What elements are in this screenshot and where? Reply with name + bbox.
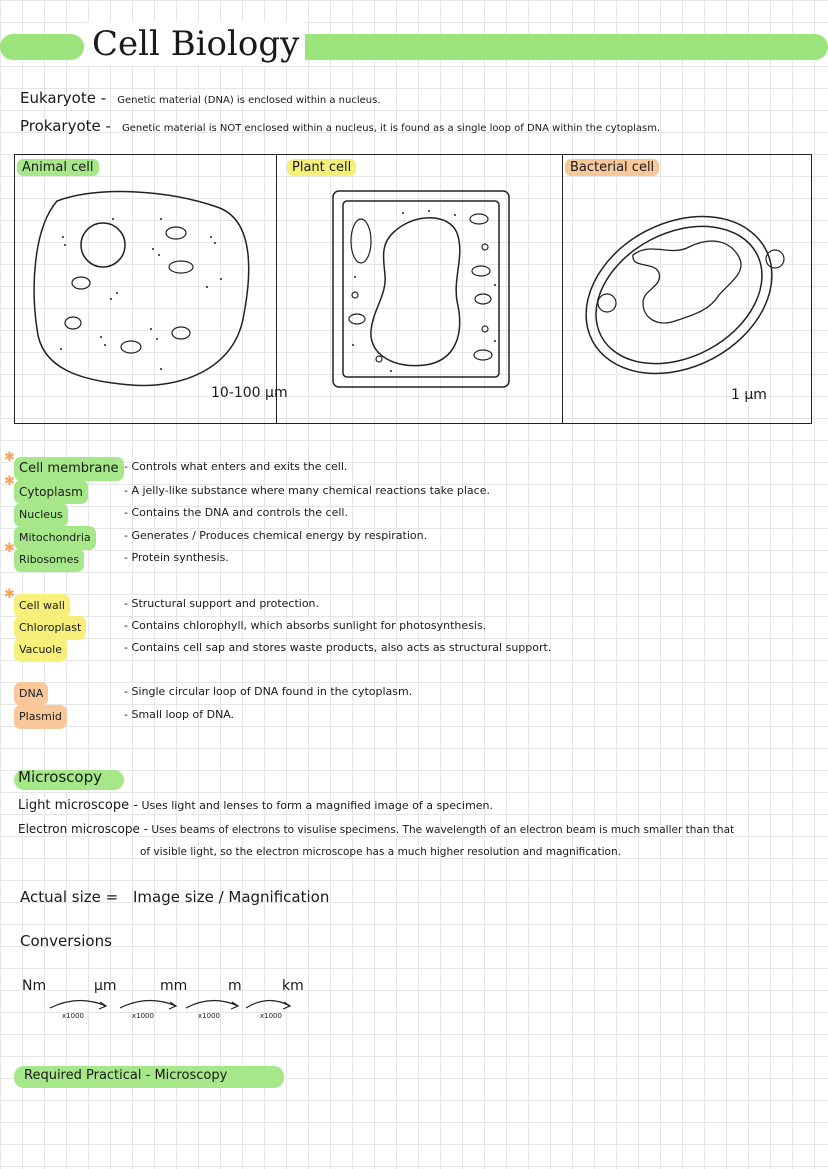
- organelle-desc: - Controls what enters and exits the cell.: [124, 460, 348, 473]
- organelle-desc: - Small loop of DNA.: [124, 708, 235, 721]
- organelle-desc: - A jelly-like substance where many chemical reactions take place.: [124, 484, 490, 497]
- organelle-name-row: [14, 637, 67, 659]
- animal-cell-panel: [14, 154, 276, 424]
- required-practical: Required Practical - Microscopy: [24, 1068, 228, 1083]
- organelle-desc: - Single circular loop of DNA found in the cytoplasm.: [124, 685, 413, 698]
- conversion-factor: x1000: [260, 1012, 282, 1020]
- conversion-factor: x1000: [198, 1012, 220, 1020]
- light-microscope-text: Uses light and lenses to form a magnified image of a specimen.: [141, 799, 494, 812]
- definition-eukaryote: [20, 88, 381, 107]
- organelle-name: Cell wall: [14, 594, 70, 618]
- bacterial-cell-diagram: [569, 191, 805, 401]
- bacterial-cell-label: Bacterial cell: [565, 159, 659, 176]
- organelle-desc: - Generates / Produces chemical energy by respiration.: [124, 529, 428, 542]
- organelle-desc: - Contains the DNA and controls the cell.: [124, 506, 348, 519]
- electron-microscope-text-2: of visible light, so the electron microscope has a much higher resolution and magnification.: [140, 846, 621, 858]
- animal-cell-label: Animal cell: [17, 159, 99, 176]
- page-title: Cell Biology: [86, 22, 305, 66]
- bacterial-scale: 1 µm: [731, 387, 767, 403]
- unit-label: µm: [94, 978, 117, 994]
- unit-label: m: [228, 978, 242, 994]
- organelle-name-row: [14, 704, 67, 726]
- electron-microscope-line: [18, 822, 734, 836]
- definition-term: Eukaryote -: [20, 89, 107, 107]
- unit-label: mm: [160, 978, 188, 994]
- plant-cell-panel: [211, 154, 562, 424]
- animal-cell-diagram: [21, 179, 271, 399]
- organelle-name: Mitochondria: [14, 526, 96, 550]
- electron-microscope-text: Uses beams of electrons to visulise specimens. The wavelength of an electron beam is much smaller than that: [151, 824, 735, 836]
- organelle-name-row: [14, 681, 48, 703]
- formula-right: Image size / Magnification: [132, 888, 330, 906]
- unit-label: km: [282, 978, 304, 994]
- definition-term: Prokaryote -: [20, 117, 111, 135]
- organelle-name-row: [14, 547, 84, 569]
- organelle-desc: - Structural support and protection.: [124, 597, 320, 610]
- organelle-name-row: [14, 593, 70, 615]
- organelle-name: Nucleus: [14, 503, 68, 527]
- organelle-name: Vacuole: [14, 638, 67, 662]
- definition-text: Genetic material (DNA) is enclosed within a nucleus.: [117, 95, 381, 106]
- organelle-name: Cell membrane: [14, 457, 124, 481]
- star-icon: ✱: [4, 587, 15, 602]
- organelle-name: Chloroplast: [14, 616, 86, 640]
- organelle-name: Ribosomes: [14, 548, 84, 572]
- banner-left: [0, 34, 84, 60]
- electron-microscope-term: Electron microscope -: [18, 822, 149, 836]
- formula-line: [20, 888, 329, 906]
- banner-right: [262, 34, 828, 60]
- light-microscope-line: [18, 798, 493, 813]
- plant-cell-diagram: [325, 185, 525, 395]
- unit-label: Nm: [22, 978, 47, 994]
- organelle-name-row: [14, 480, 88, 502]
- conversion-factor: x1000: [62, 1012, 84, 1020]
- organelle-name-row: [14, 456, 124, 478]
- organelle-name: Cytoplasm: [14, 480, 88, 504]
- bacterial-cell-panel: [562, 154, 812, 424]
- eukaryote-scale: 10-100 µm: [211, 385, 288, 401]
- organelle-name-row: [14, 502, 68, 524]
- light-microscope-term: Light microscope -: [18, 798, 138, 813]
- formula-left: Actual size =: [20, 888, 119, 906]
- organelle-desc: - Contains cell sap and stores waste products, also acts as structural support.: [124, 641, 552, 654]
- organelle-name-row: [14, 615, 86, 637]
- definition-prokaryote: [20, 116, 660, 135]
- star-icon: ✱: [4, 474, 15, 489]
- star-icon: ✱: [4, 450, 15, 465]
- plant-cell-label: Plant cell: [287, 159, 356, 176]
- definition-text: Genetic material is NOT enclosed within a nucleus, it is found as a single loop of DNA within the cytoplasm.: [122, 123, 661, 134]
- microscopy-heading: Microscopy: [18, 768, 103, 786]
- organelle-desc: - Protein synthesis.: [124, 551, 229, 564]
- organelle-name: DNA: [14, 682, 48, 706]
- organelle-desc: - Contains chlorophyll, which absorbs sunlight for photosynthesis.: [124, 619, 487, 632]
- organelle-name-row: [14, 525, 96, 547]
- conversions-heading: Conversions: [20, 932, 112, 950]
- star-icon: ✱: [4, 541, 15, 556]
- organelle-name: Plasmid: [14, 705, 67, 729]
- conversion-arrows: [36, 994, 316, 1014]
- conversion-factor: x1000: [132, 1012, 154, 1020]
